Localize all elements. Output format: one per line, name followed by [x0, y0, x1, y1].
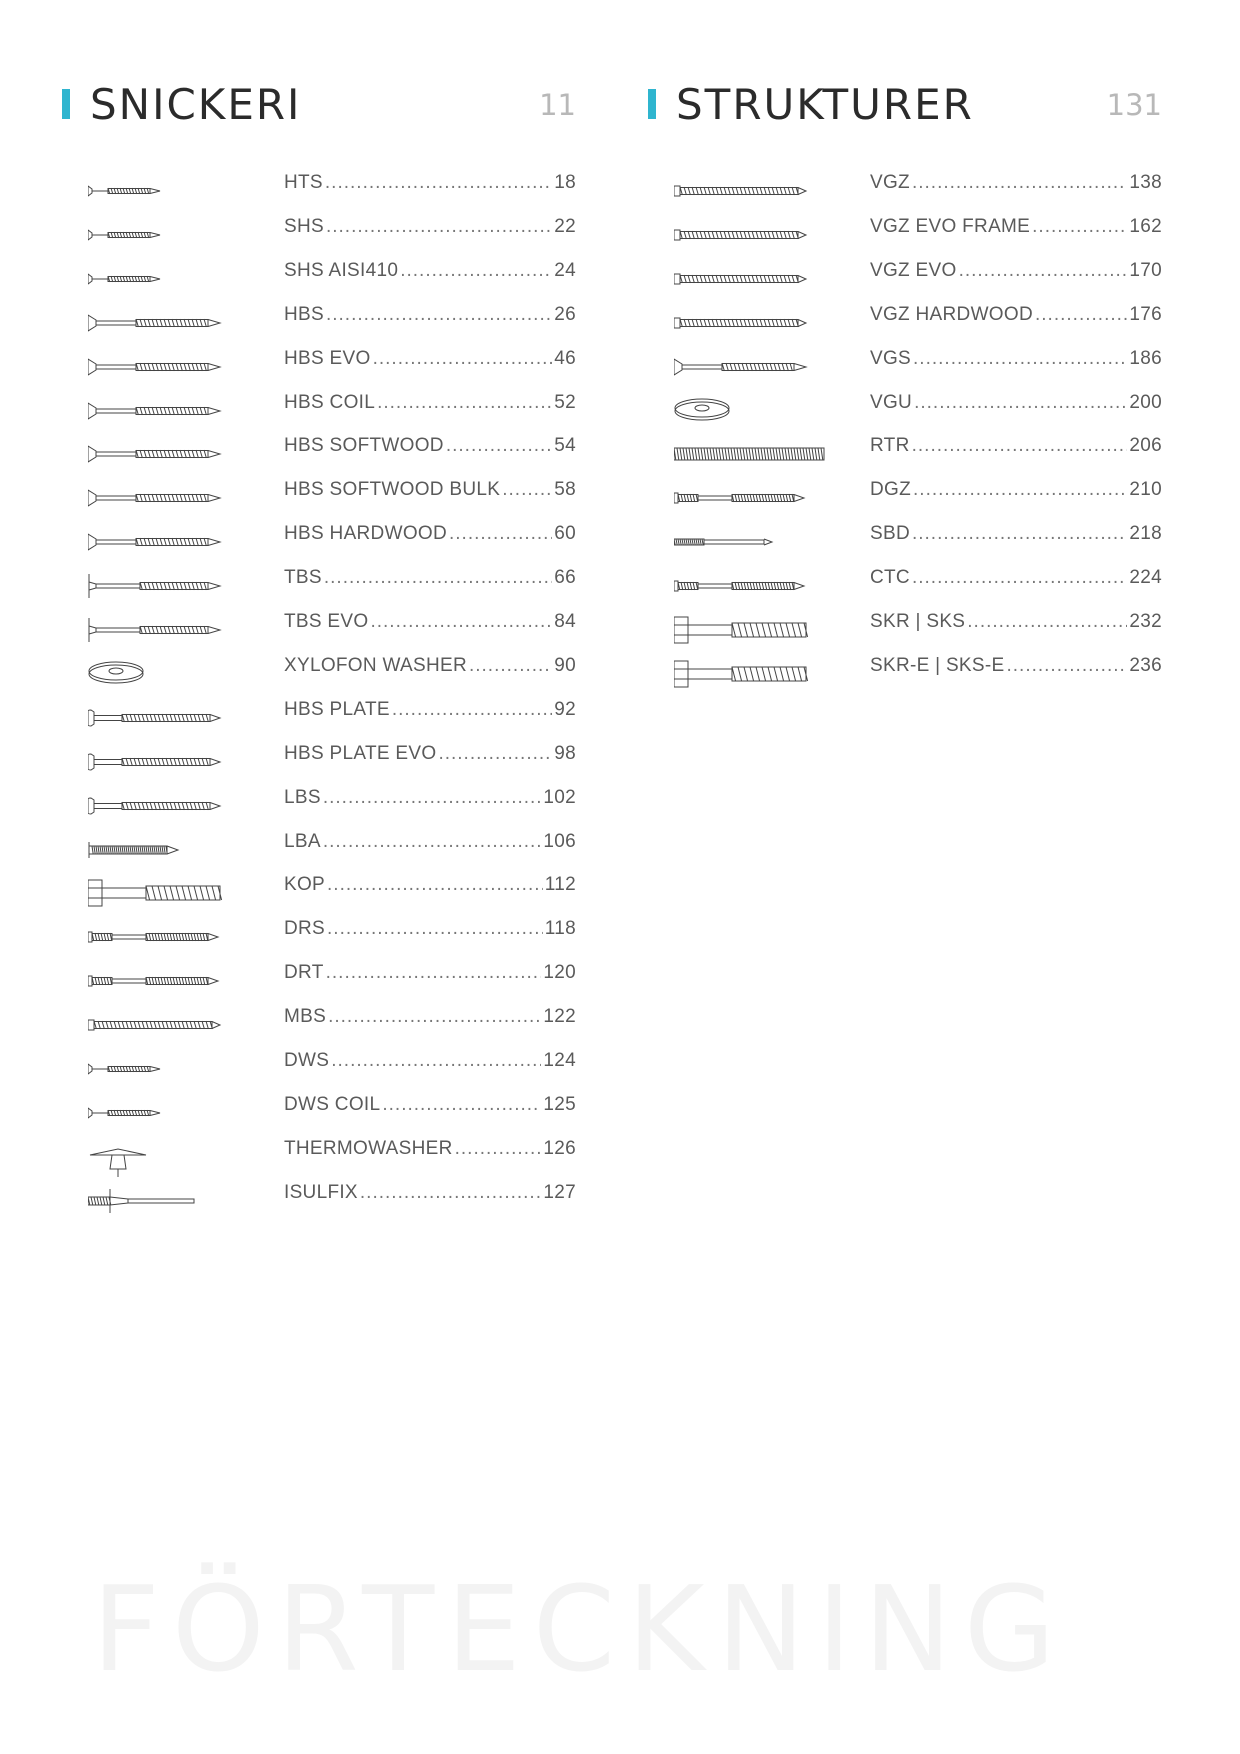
dot-leader	[370, 611, 552, 633]
index-entry	[870, 392, 1162, 414]
product-name: TBS EVO	[284, 611, 369, 632]
double-thread-screw-icon	[88, 959, 258, 1003]
small-screw-icon	[88, 1047, 258, 1091]
small-screw-icon	[88, 169, 258, 213]
dot-leader	[912, 435, 1128, 457]
full-thread-screw-icon	[674, 169, 844, 213]
pan-screw-icon	[88, 740, 258, 784]
index-entry	[284, 1050, 576, 1072]
watermark-title: FÖRTECKNING	[92, 1560, 1068, 1698]
product-name: SHS AISI410	[284, 259, 399, 281]
hex-screw-icon	[88, 871, 258, 915]
index-entry	[284, 304, 576, 326]
nail-icon	[88, 828, 258, 872]
dot-leader	[327, 874, 543, 896]
dot-leader	[449, 523, 552, 545]
washer-icon	[88, 652, 258, 696]
full-thread-screw-icon	[674, 213, 844, 257]
countersunk-screw-icon	[88, 301, 258, 345]
dot-leader	[325, 172, 552, 194]
index-entry	[284, 1094, 576, 1116]
dot-leader	[502, 479, 552, 501]
accent-bar	[62, 89, 70, 119]
page-number: 170	[1129, 259, 1162, 281]
page-number: 112	[544, 874, 576, 896]
dot-leader	[438, 743, 552, 765]
index-entry	[870, 304, 1162, 326]
dot-leader	[1006, 655, 1127, 677]
index-entry	[284, 1006, 576, 1028]
page-number: 26	[554, 303, 576, 325]
section-header	[62, 80, 576, 130]
page-number: 46	[554, 347, 576, 369]
dot-leader	[1032, 216, 1127, 238]
dot-leader	[967, 611, 1127, 633]
page-number: 52	[554, 391, 576, 413]
dot-leader	[469, 655, 552, 677]
page-number: 106	[543, 830, 576, 852]
dot-leader	[912, 567, 1127, 589]
list-item	[648, 654, 1162, 713]
flange-screw-icon	[88, 608, 258, 652]
dot-leader	[331, 1050, 541, 1072]
countersunk-screw-icon	[88, 389, 258, 433]
page-number: 98	[554, 742, 576, 764]
page-number: 24	[554, 259, 576, 281]
pan-screw-icon	[88, 784, 258, 828]
page-number: 138	[1129, 172, 1162, 193]
index-entry	[870, 172, 1162, 194]
small-screw-icon	[88, 1091, 258, 1135]
product-name: DWS	[284, 1050, 330, 1071]
dot-leader	[377, 392, 552, 414]
small-screw-icon	[88, 257, 258, 301]
index-entry	[284, 699, 576, 721]
index-entry	[284, 611, 576, 633]
product-name: HTS	[284, 172, 323, 193]
product-name: VGZ	[870, 172, 910, 193]
dot-leader	[323, 831, 542, 853]
index-entry	[284, 1182, 576, 1204]
page-number: 54	[554, 435, 576, 457]
index-entry	[284, 1138, 576, 1160]
small-screw-icon	[88, 213, 258, 257]
dot-leader	[327, 918, 543, 940]
section-header	[648, 80, 1162, 130]
index-entry	[284, 655, 576, 677]
index-entry	[870, 655, 1162, 677]
page-number: 66	[554, 567, 576, 589]
dot-leader	[455, 1138, 542, 1160]
dot-leader	[326, 304, 552, 326]
dot-leader	[326, 216, 552, 238]
product-name: LBS	[284, 786, 321, 808]
section-title: STRUKTURER	[676, 80, 974, 129]
countersunk-screw-icon	[88, 345, 258, 389]
index-entry	[284, 874, 576, 896]
countersunk-screw-icon	[88, 520, 258, 564]
double-thread-screw-icon	[674, 476, 844, 520]
product-name: RTR	[870, 435, 910, 457]
page-number: 127	[543, 1181, 576, 1203]
dot-leader	[913, 479, 1127, 501]
countersunk-screw-icon	[88, 476, 258, 520]
dot-leader	[392, 699, 552, 721]
dot-leader	[326, 962, 542, 984]
dot-leader	[913, 348, 1127, 370]
flange-screw-icon	[88, 564, 258, 608]
section-page-number: 131	[1106, 88, 1162, 122]
index-entry	[284, 831, 576, 853]
index-entry	[284, 523, 576, 545]
product-name: DGZ	[870, 479, 912, 501]
index-entry	[284, 260, 576, 282]
thermowasher-icon	[88, 1135, 258, 1179]
dot-leader	[324, 567, 552, 589]
full-thread-screw-icon	[674, 257, 844, 301]
page-number: 58	[554, 479, 576, 501]
index-entry	[870, 611, 1162, 633]
section-title: SNICKERI	[90, 80, 302, 129]
dot-leader	[382, 1094, 541, 1116]
product-name: DWS COIL	[284, 1093, 381, 1115]
page-number: 102	[543, 786, 576, 808]
threaded-rod-icon	[674, 432, 844, 476]
index-entry	[284, 348, 576, 370]
page-number: 206	[1129, 435, 1162, 457]
page-number: 186	[1129, 347, 1162, 369]
product-name: KOP	[284, 874, 326, 896]
page-number: 210	[1129, 479, 1162, 501]
page-number: 162	[1129, 215, 1162, 237]
index-entry	[284, 172, 576, 194]
product-name: HBS SOFTWOOD BULK	[284, 479, 501, 501]
product-name: HBS PLATE	[284, 698, 390, 720]
pan-screw-icon	[88, 696, 258, 740]
product-name: CTC	[870, 567, 910, 589]
page-number: 18	[554, 172, 576, 193]
dot-leader	[912, 172, 1127, 194]
index-entry	[284, 435, 576, 457]
full-thread-screw-icon	[88, 1003, 258, 1047]
dot-leader	[323, 787, 542, 809]
product-name: VGS	[870, 347, 912, 369]
double-thread-screw-icon	[88, 915, 258, 959]
dot-leader	[959, 260, 1128, 282]
page-number: 224	[1129, 567, 1162, 589]
page-number: 22	[554, 215, 576, 237]
product-name: HBS EVO	[284, 347, 371, 369]
index-entry	[870, 567, 1162, 589]
dot-leader	[400, 260, 552, 282]
index-entry	[284, 962, 576, 984]
dot-leader	[914, 392, 1127, 414]
product-name: VGZ EVO	[870, 259, 957, 281]
index-entry	[870, 523, 1162, 545]
accent-bar	[648, 89, 656, 119]
product-name: HBS SOFTWOOD	[284, 435, 444, 457]
product-name: SKR-E | SKS-E	[870, 654, 1005, 676]
product-name: DRS	[284, 918, 326, 940]
product-name: VGU	[870, 391, 913, 413]
product-name: SKR | SKS	[870, 611, 966, 632]
index-entry	[284, 392, 576, 414]
page-number: 176	[1129, 303, 1162, 325]
index-entry	[870, 260, 1162, 282]
list-item	[62, 1181, 576, 1240]
page-number: 218	[1129, 523, 1162, 545]
double-thread-screw-icon	[674, 564, 844, 608]
washer-icon	[674, 389, 844, 433]
product-name: HBS PLATE EVO	[284, 742, 437, 764]
full-thread-screw-icon	[674, 301, 844, 345]
dot-leader	[360, 1182, 541, 1204]
page-number: 126	[543, 1137, 576, 1159]
page-number: 236	[1129, 654, 1162, 676]
page-number: 125	[543, 1093, 576, 1115]
product-name: SHS	[284, 215, 324, 237]
page-number: 84	[554, 611, 576, 632]
product-name: LBA	[284, 830, 321, 852]
index-entry	[284, 479, 576, 501]
product-name: VGZ EVO FRAME	[870, 215, 1031, 237]
index-entry	[284, 743, 576, 765]
index-entry	[870, 348, 1162, 370]
dot-leader	[1035, 304, 1127, 326]
product-name: THERMOWASHER	[284, 1137, 453, 1159]
hex-screw-icon	[674, 608, 844, 652]
product-name: XYLOFON WASHER	[284, 654, 467, 676]
index-entry	[870, 435, 1162, 457]
product-name: HBS COIL	[284, 391, 376, 413]
countersunk-screw-icon	[88, 432, 258, 476]
dot-leader	[912, 523, 1127, 545]
index-entry	[284, 216, 576, 238]
dot-leader	[373, 348, 553, 370]
product-name: ISULFIX	[284, 1181, 358, 1203]
product-name: MBS	[284, 1006, 327, 1028]
page-number: 92	[554, 698, 576, 720]
index-entry	[284, 787, 576, 809]
index-entry	[284, 567, 576, 589]
product-name: TBS	[284, 567, 322, 589]
index-entry	[870, 216, 1162, 238]
dowel-icon	[674, 520, 844, 564]
product-name: VGZ HARDWOOD	[870, 303, 1033, 325]
index-entry	[870, 479, 1162, 501]
page-number: 200	[1129, 391, 1162, 413]
page-number: 60	[554, 523, 576, 545]
section-page-number: 11	[539, 88, 576, 122]
page-number: 122	[543, 1006, 576, 1028]
page-number: 124	[543, 1050, 576, 1071]
product-name: DRT	[284, 962, 324, 984]
dot-leader	[446, 435, 552, 457]
page-number: 118	[544, 918, 576, 940]
page-number: 232	[1129, 611, 1162, 632]
insulation-anchor-icon	[88, 1179, 258, 1223]
page-number: 90	[554, 654, 576, 676]
dot-leader	[328, 1006, 541, 1028]
index-entry	[284, 918, 576, 940]
hex-screw-icon	[674, 652, 844, 696]
countersunk-screw-icon	[674, 345, 844, 389]
product-name: SBD	[870, 523, 910, 545]
page-number: 120	[543, 962, 576, 984]
product-name: HBS	[284, 303, 324, 325]
product-name: HBS HARDWOOD	[284, 523, 447, 545]
